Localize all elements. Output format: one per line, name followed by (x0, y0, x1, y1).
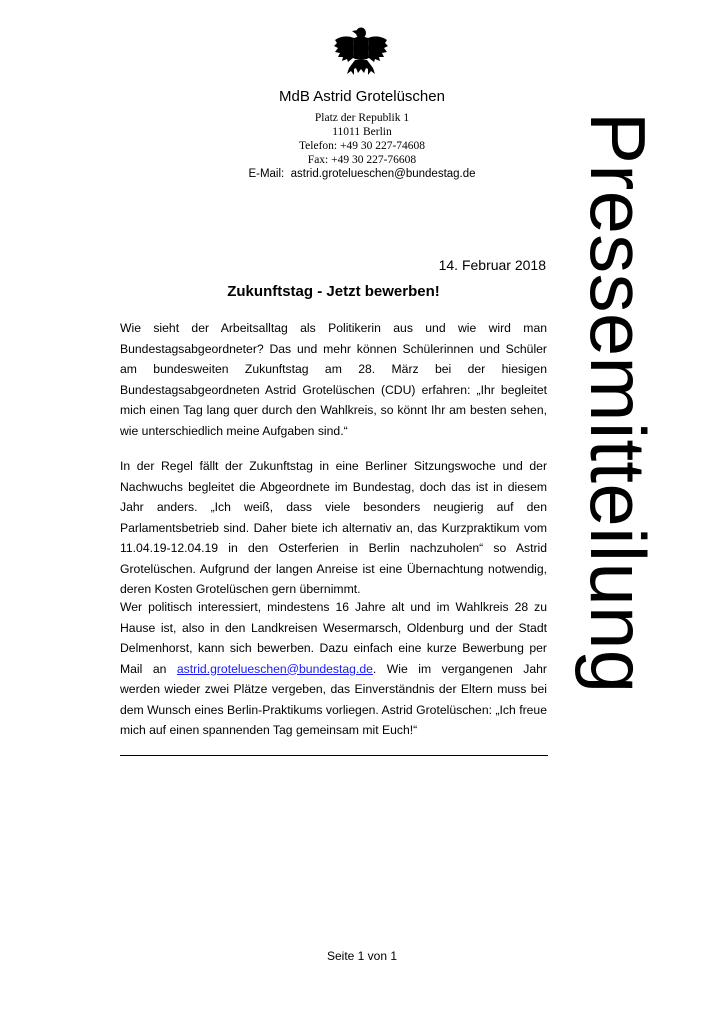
address-line-phone: Telefon: +49 30 227-74608 (298, 140, 426, 152)
sender-name: MdB Astrid Grotelüschen (279, 88, 445, 105)
email-link[interactable]: astrid.grotelueschen@bundestag.de (176, 661, 373, 676)
side-title: Pressemitteilung (574, 112, 662, 694)
address-line-street: Platz der Republik 1 (314, 112, 410, 124)
divider (120, 755, 548, 756)
paragraph-1: Wie sieht der Arbeitsalltag als Politikerin aus und wie wird man Bundestagsabgeordneter? Das und mehr können Schülerinnen und Schüler am bundesweiten Zukunftstag am 28. März bei der hiesigen Bundestagsabgeordneten Astrid Grotelüschen (CDU) erfahren: „Ihr begleitet mich einen Tag lang quer durch den Wahlkreis, so könnt Ihr am besten sehen, wie unterschiedlich meine Aufgaben sind.“ (120, 321, 547, 438)
paragraph-3 (120, 597, 547, 741)
email-label: E-Mail: (248, 168, 285, 180)
date: 14. Februar 2018 (438, 257, 546, 273)
letterhead (200, 88, 524, 182)
paragraph-3-text-b: . Wie im vergangenen Jahr werden wieder zwei Plätze vergeben, das Einverständnis der Eltern muss bei dem Wunsch eines Berlin-Praktikums vorliegen. Astrid Grotelüschen: „Ich freue mich auf einen spannenden Tag gemeinsam mit Euch!“ (120, 661, 547, 737)
address-line-city: 11011 Berlin (332, 126, 392, 138)
address-line-fax: Fax: +49 30 227-76608 (307, 154, 417, 166)
bundesadler-icon (332, 24, 390, 80)
headline: Zukunftstag - Jetzt bewerben! (227, 283, 440, 300)
paragraph-3-text-a: Wer politisch interessiert, mindestens 16 Jahre alt und im Wahlkreis 28 zu Hause ist, also in den Landkreisen Wesermarsch, Oldenburg und der Stadt Delmenhorst, kann sich bewerben. Dazu einfach eine kurze Bewerbung per Mail an (120, 600, 547, 676)
email-address: astrid.grotelueschen@bundestag.de (290, 168, 476, 180)
page-number: Seite 1 von 1 (326, 949, 398, 963)
paragraph-2: In der Regel fällt der Zukunftstag in eine Berliner Sitzungswoche und der Nachwuchs begleitet die Abgeordnete im Bundestag, doch das ist in diesem Jahr anders. „Ich weiß, dass viele besonders neugierig auf den Parlamentsbetrieb sind. Daher biete ich alternativ an, das Kurzpraktikum vom 11.04.19-12.04.19 in den Osterferien in Berlin nachzuholen“ so Astrid Grotelüschen. Aufgrund der langen Anreise ist eine Übernachtung notwendig, deren Kosten Grotelüschen gern übernimmt. (120, 459, 547, 596)
email-line (200, 167, 524, 182)
